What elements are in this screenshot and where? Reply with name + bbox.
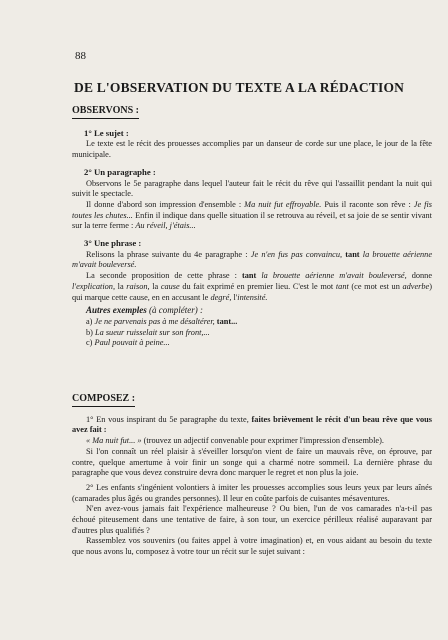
composez-text-5: N'en avez-vous jamais fait l'expérience malheureuse ? Ou bien, l'un de vos camarades n'a-t-il pas échoué piteusement dans une tentative de faire, à son tour, un exercice périlleux réalisé auparavant par d'autres plus qualifiés ? (72, 504, 432, 535)
page-number: 88 (75, 50, 86, 62)
observons-heading: OBSERVONS : (72, 106, 139, 119)
autres-exemples-heading: Autres exemples (à compléter) : (86, 305, 203, 316)
composez-text-1: 1° En vous inspirant du 5e paragraphe du texte, faites brièvement le récit d'un beau rêve que vous avez fait : (72, 414, 432, 435)
exemple-c: c) Paul pouvait à peine... (86, 338, 170, 348)
observons-section (72, 106, 432, 349)
paragraphe-text-2: Il donne d'abord son impression d'ensemble : Ma nuit fut effroyable. Puis il raconte son rêve : Je fis toutes les chutes... Enfin il indique dans quelle situation il se retrouva au réveil, et sa joie de se sentir vivant sur la terre ferme : Au réveil, j'étais... (72, 199, 433, 231)
paragraphe-heading: 2° Un paragraphe : (84, 166, 156, 177)
phrase-text-1: Relisons la phrase suivante du 4e paragraphe : Je n'en fus pas convaincu, tant la brouette aérienne m'avait bouleversé. (72, 249, 433, 270)
composez-text-4: 2° Les enfants s'ingénient volontiers à imiter les prouesses accomplies sous leurs yeux par leurs aînés (camarades plus âgés ou grandes personnes). Il leur en coûte parfois de cuisantes mésaventures. (72, 482, 432, 503)
composez-text-3: Si l'on connaît un réel plaisir à s'éveiller lorsqu'on vient de faire un mauvais rêve, on éprouve, par contre, quelque amertume à voir finir un songe qui a charmé notre sommeil. La dernière phrase du paragraphe que vous devez construire devra donc marquer le regret et non plus la joie. (72, 446, 432, 478)
exemple-b: b) La sueur ruisselait sur son front,... (86, 327, 210, 337)
phrase-heading: 3° Une phrase : (84, 238, 142, 249)
paragraphe-text-1: Observons le 5e paragraphe dans lequel l'auteur fait le récit du rêve qui l'assaillit pendant la nuit qui suivit le spectacle. (72, 178, 432, 199)
page-title: DE L'OBSERVATION DU TEXTE A LA RÉDACTION (74, 80, 405, 95)
sujet-heading: 1° Le sujet : (84, 127, 129, 138)
exemple-a: a) Je ne parvenais pas à me désaltérer, tant... (86, 316, 238, 326)
composez-heading: COMPOSEZ : (72, 394, 135, 407)
composez-text-2: « Ma nuit fut... » (trouvez un adjectif convenable pour exprimer l'impression d'ensemble). (86, 436, 384, 446)
phrase-text-2: La seconde proposition de cette phrase : tant la brouette aérienne m'avait bouleversé, donne l'explication, la raison, la cause du fait exprimé en premier lieu. C'est le mot tant (ce mot est un adverbe) qui marque cette cause, en en accusant le degré, l'intensité. (72, 271, 433, 302)
composez-section (72, 394, 432, 558)
composez-text-6: Rassemblez vos souvenirs (ou faites appel à votre imagination) et, en vous aidant au besoin du texte que nous avons lu, composez à votre tour un récit sur le sujet suivant : (72, 536, 432, 557)
sujet-text: Le texte est le récit des prouesses accomplies par un danseur de corde sur une place, le jour de la fête municipale. (72, 139, 432, 160)
